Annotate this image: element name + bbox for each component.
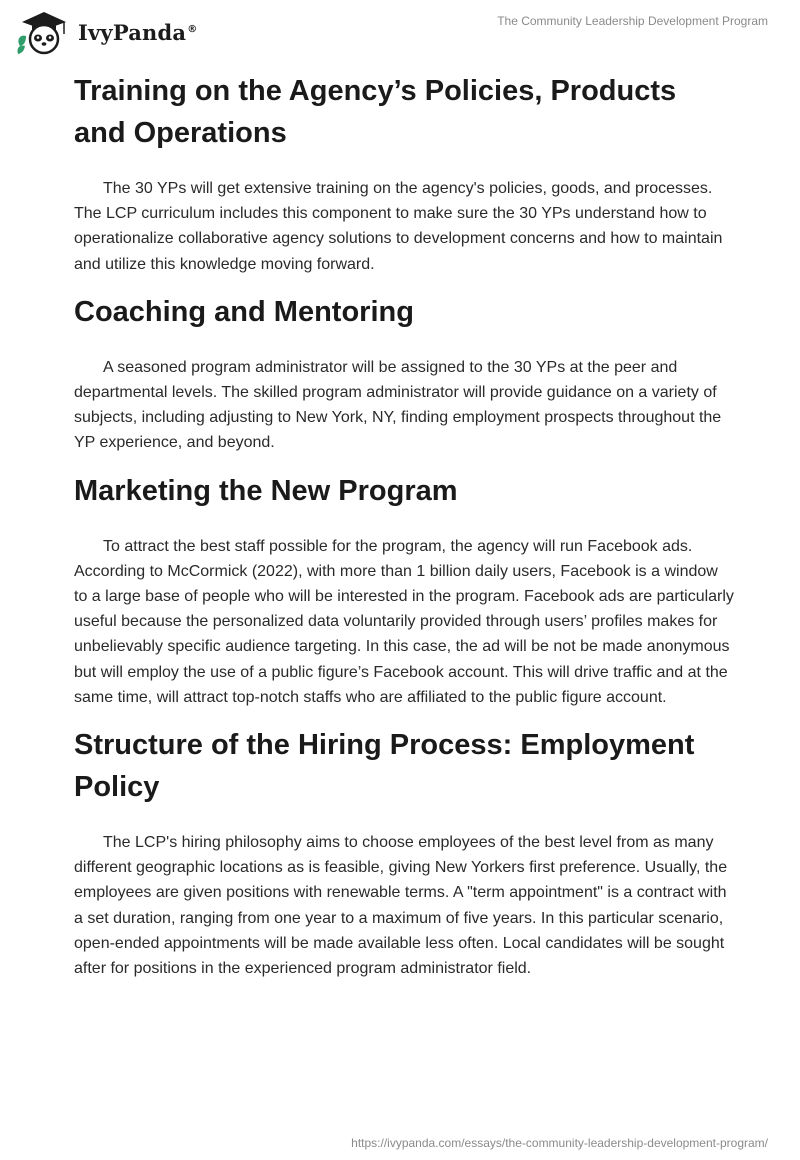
document-title: The Community Leadership Development Program xyxy=(497,14,768,28)
section-paragraph: To attract the best staff possible for the program, the agency will run Facebook ads. According to McCormick (2022), with more than 1 billion daily users, Facebook is a window to a large base of people who will be interested in the program. Facebook ads are particularly useful because the personalized data voluntarily provided through users’ profiles makes for unbelievably specific audience targeting. In this case, the ad will be not be made anonymous but will employ the use of a public figure’s Facebook account. This will drive traffic and at the same time, will attract top-notch staffs who are affiliated to the public figure account. xyxy=(74,537,734,706)
section-paragraph: A seasoned program administrator will be assigned to the 30 YPs at the peer and departmental levels. The skilled program administrator will provide guidance on a variety of subjects, including adjusting to New York, NY, finding employment prospects throughout the YP experience, and beyond. xyxy=(74,358,722,452)
section-training xyxy=(74,70,734,277)
registered-mark: ® xyxy=(187,23,198,35)
section-heading: Training on the Agency’s Policies, Products and Operations xyxy=(74,75,677,149)
source-url-link[interactable]: https://ivypanda.com/essays/the-community-leadership-development-program/ xyxy=(351,1136,768,1150)
section-heading: Marketing the New Program xyxy=(74,474,458,507)
section-heading: Coaching and Mentoring xyxy=(74,295,414,328)
section-paragraph: The 30 YPs will get extensive training on the agency's policies, goods, and processes. The LCP curriculum includes this component to make sure the 30 YPs understand how to operationalize collaborative agency solutions to development concerns and how to maintain and utilize this knowledge moving forward. xyxy=(74,180,723,273)
brand-name-text: IvyPanda xyxy=(78,19,187,45)
panda-graduate-icon xyxy=(14,8,72,56)
section-marketing xyxy=(74,470,734,710)
ivypanda-logo-link[interactable] xyxy=(14,8,197,56)
section-hiring xyxy=(74,724,734,981)
brand-name xyxy=(78,20,197,45)
section-coaching xyxy=(74,291,734,456)
page-header xyxy=(0,0,800,60)
section-paragraph: The LCP's hiring philosophy aims to choose employees of the best level from as many different geographic locations as is feasible, giving New Yorkers first preference. Usually, the employees are given positions with renewable terms. A "term appointment" is a contract with a set duration, ranging from one year to a maximum of five years. In this particular scenario, open-ended appointments will be made available less often. Local candidates will be sought after for positions in the experienced program administrator field. xyxy=(74,834,728,978)
essay-content xyxy=(74,70,734,995)
section-heading: Structure of the Hiring Process: Employment Policy xyxy=(74,729,695,804)
